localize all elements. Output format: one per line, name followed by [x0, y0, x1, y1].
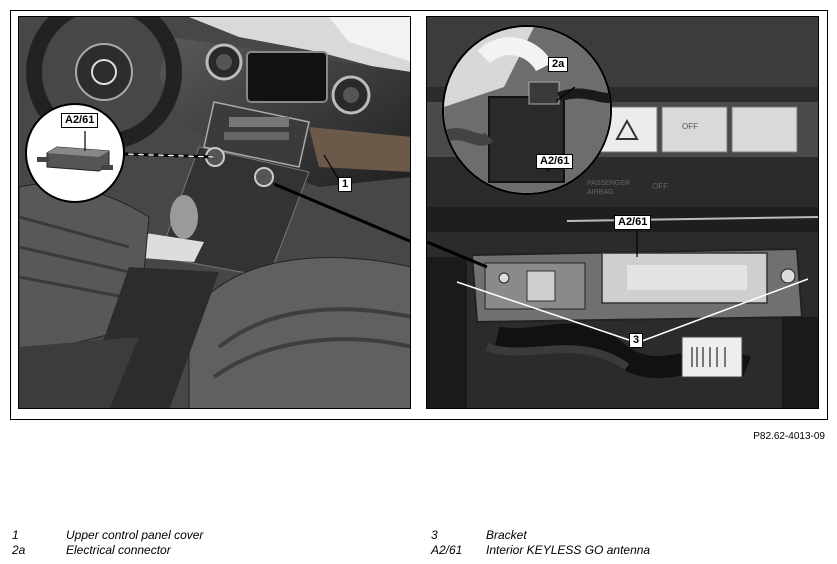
passenger-text: PASSENGER — [587, 180, 631, 187]
connector-closeup — [444, 27, 612, 195]
legend-num-2a: 2a — [12, 543, 26, 557]
legend-text-1: Upper control panel cover — [66, 528, 204, 542]
label-a2-61-left: A2/61 — [61, 113, 98, 128]
off-indicator-text: OFF — [652, 182, 668, 191]
label-1: 1 — [338, 177, 352, 192]
antenna-location-photo — [426, 16, 819, 409]
legend-num-a2-61: A2/61 — [431, 543, 463, 557]
label-a2-61-inset: A2/61 — [536, 154, 573, 169]
legend-text-3: Bracket — [486, 528, 527, 542]
legend-num-3: 3 — [431, 528, 438, 542]
interior-photo — [18, 16, 411, 409]
airbag-text: AIRBAG — [587, 189, 614, 196]
label-2a: 2a — [548, 57, 568, 72]
legend-num-1: 1 — [12, 528, 19, 542]
off-button-text: OFF — [682, 122, 698, 131]
connector-inset — [442, 25, 612, 195]
legend-text-2a: Electrical connector — [66, 543, 171, 557]
label-3: 3 — [629, 333, 643, 348]
figure-reference: P82.62-4013-09 — [753, 431, 825, 442]
label-a2-61-antenna: A2/61 — [614, 215, 651, 230]
legend-text-a2-61: Interior KEYLESS GO antenna — [486, 543, 651, 557]
interior-illustration — [19, 17, 411, 409]
